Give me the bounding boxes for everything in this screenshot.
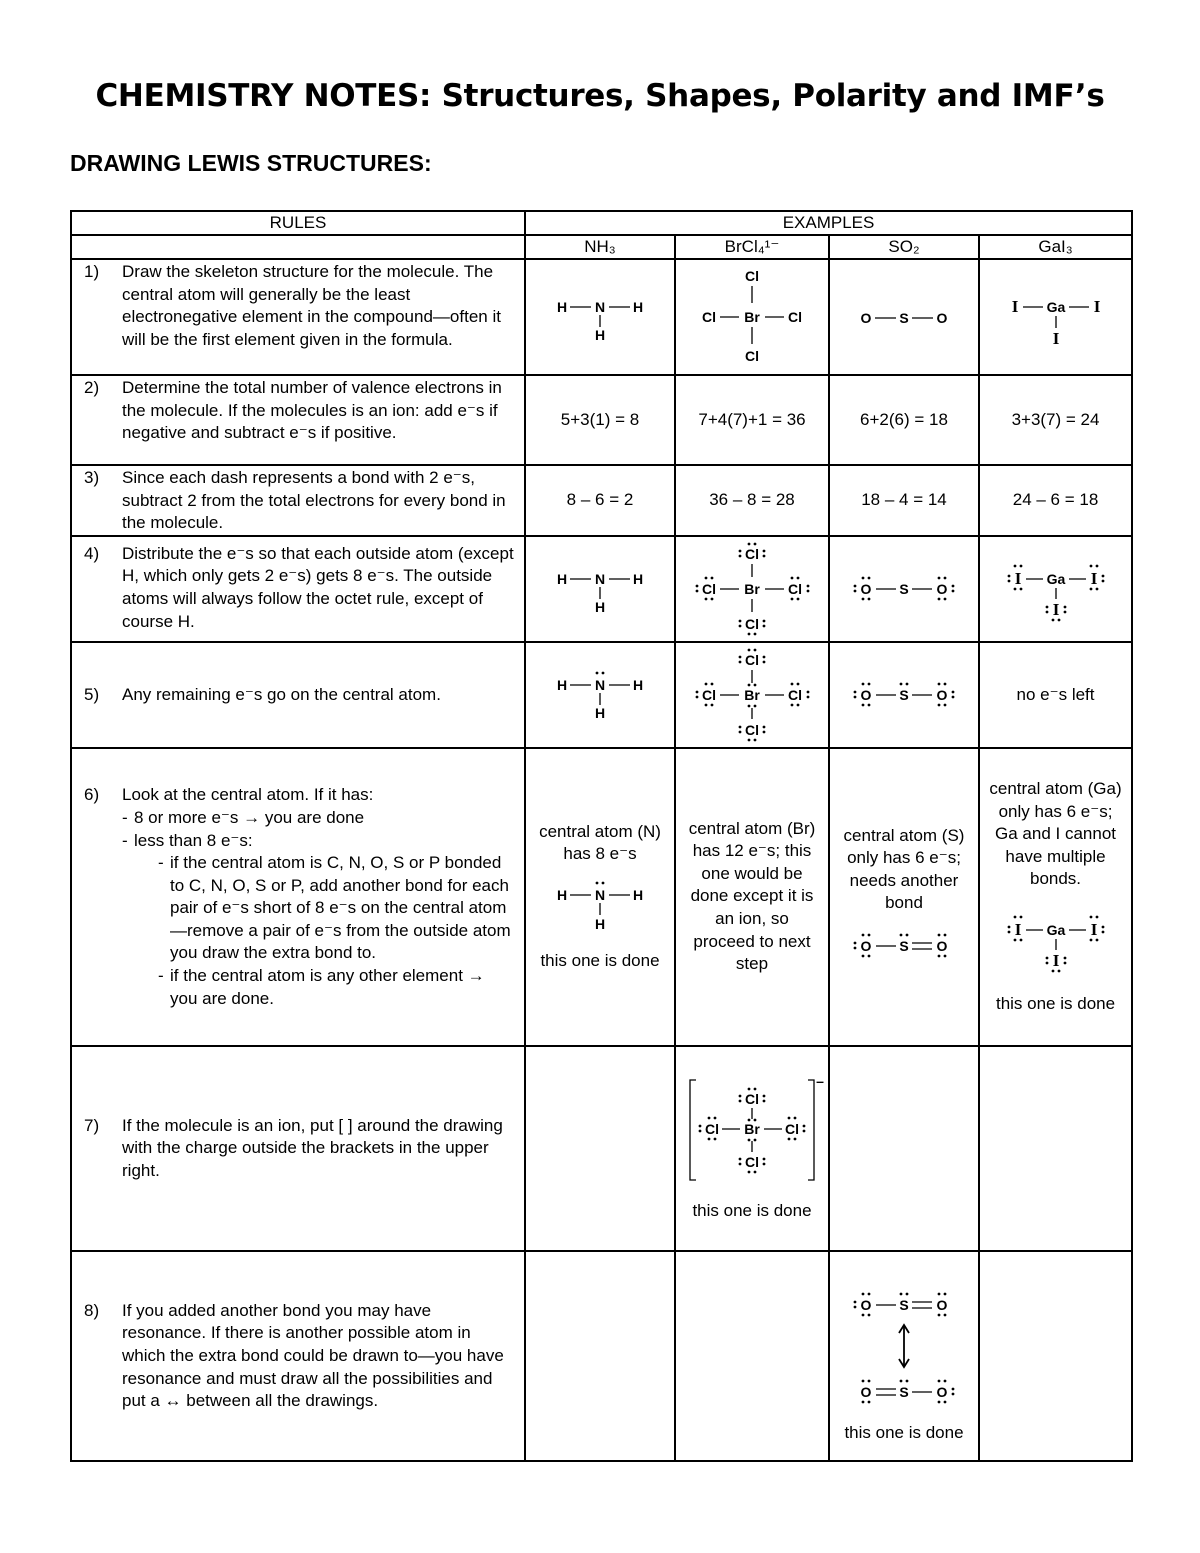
- nh3-octets: [525, 536, 675, 642]
- central-atom-checklist: [122, 807, 516, 1010]
- so2-resonance-structures: [849, 1266, 959, 1414]
- so2-note: central atom (S) only has 6 e⁻s; needs another bond: [843, 825, 965, 913]
- rule-text: Draw the skeleton structure for the molecule. The central atom will generally be the least electronegative element in the compound—often it will be the first element given in the formula.: [122, 262, 501, 349]
- list-item: - if the central atom is any other element → you are done.: [158, 965, 516, 1010]
- nh3-lone-pair-structure: [550, 660, 650, 730]
- atom-label: O: [936, 686, 948, 703]
- gai3-skeleton-structure: [1001, 282, 1111, 352]
- rule-text: Determine the total number of valence electrons in the molecule. If the molecules is an ion: add e⁻s if negative and subtract e⁻s if positive.: [122, 378, 502, 443]
- right-oxygen: [937, 576, 955, 600]
- brcl4-lone-pair-structure: [687, 645, 817, 745]
- nh3-done-note: this one is done: [540, 951, 660, 971]
- bottom-iodine: [1045, 600, 1066, 621]
- molecule-header-brcl4: BrCl₄¹⁻: [675, 235, 829, 259]
- nh3-octet-structure: [550, 554, 650, 624]
- atom-label: N: [594, 570, 606, 587]
- atom-label: H: [556, 676, 568, 693]
- rule-number: 7): [84, 1115, 100, 1135]
- atom-label: H: [594, 598, 606, 615]
- so2-octet-structure: [849, 564, 959, 614]
- atom-label: H: [632, 887, 644, 904]
- atom-label: Cl: [745, 1153, 759, 1170]
- nh3-skeleton-structure: [550, 282, 650, 352]
- atom-label: Cl: [745, 651, 759, 668]
- right-oxygen: [937, 682, 955, 706]
- resonance-arrow-icon: [899, 1325, 909, 1367]
- atom-label: H: [632, 570, 644, 587]
- atom-label: S: [899, 580, 909, 597]
- atom-label: Ga: [1046, 570, 1065, 587]
- nh3-empty-cell: [525, 1251, 675, 1461]
- gai3-empty-cell: [979, 1251, 1132, 1461]
- nh3-lone-pair: [525, 642, 675, 748]
- atom-label: H: [632, 676, 644, 693]
- resonance-structure-2: [861, 1380, 955, 1404]
- left-oxygen: [854, 682, 872, 706]
- gai3-no-electrons-left: no e⁻s left: [979, 642, 1132, 748]
- rule-text: Since each dash represents a bond with 2 e⁻s, subtract 2 from the total electrons for every bond in the molecule.: [122, 468, 506, 533]
- nh3-skeleton: [525, 259, 675, 375]
- atom-label: Br: [744, 309, 760, 325]
- table-row: [71, 1046, 1132, 1251]
- atom-label: I: [1090, 919, 1097, 939]
- atom-label: Br: [744, 686, 760, 703]
- resonance-structure-1: [854, 1293, 948, 1317]
- rule-number: 3): [84, 468, 100, 487]
- gai3-octet-structure: [1001, 554, 1111, 624]
- brcl4-done-note: this one is done: [692, 1200, 812, 1220]
- right-chlorine: [785, 1117, 805, 1141]
- section-heading: DRAWING LEWIS STRUCTURES:: [70, 150, 432, 176]
- nh3-empty-cell: [525, 1046, 675, 1251]
- atom-label: Cl: [745, 1090, 759, 1107]
- atom-label: H: [594, 916, 606, 933]
- table-row: [71, 642, 1132, 748]
- atom-label: Cl: [745, 348, 759, 364]
- brcl4-note: central atom (Br) has 12 e⁻s; this one would be done except it is an ion, so proceed to next step: [688, 818, 816, 974]
- rule-3: [71, 465, 525, 536]
- lewis-rules-table: [70, 210, 1133, 1462]
- so2-skeleton: [829, 259, 979, 375]
- atom-label: I: [1052, 599, 1059, 619]
- table-row: [71, 259, 1132, 375]
- gai3-done-note: this one is done: [995, 993, 1116, 1013]
- brcl4-remaining-electrons: 36 – 8 = 28: [675, 465, 829, 536]
- brcl4-check: [675, 748, 829, 1046]
- rule-number: 4): [84, 543, 100, 563]
- rule-text: If the molecule is an ion, put [ ] around the drawing with the charge outside the brackets in the upper right.: [122, 1115, 503, 1181]
- list-item: - if the central atom is C, N, O, S or P bonded to C, N, O, S or P, add another bond for each pair of e⁻s short of 8 e⁻s on the central atom—remove a pair of e⁻s from the outside atom you draw the extra bond to.: [158, 852, 516, 965]
- atom-label: O: [936, 580, 948, 597]
- atom-label: H: [556, 887, 568, 904]
- brcl4-octet-structure: [687, 539, 817, 639]
- brcl4-skeleton-structure: [687, 263, 817, 371]
- right-oxygen: [937, 934, 948, 958]
- atom-label: O: [860, 310, 872, 326]
- right-chlorine: [788, 576, 809, 600]
- atom-label: Ga: [1046, 921, 1065, 938]
- atom-label: S: [899, 937, 909, 954]
- brcl4-octets: [675, 536, 829, 642]
- atom-label: H: [594, 327, 606, 343]
- left-iodine: [1007, 916, 1022, 942]
- top-chlorine: [739, 648, 766, 667]
- atom-label: O: [860, 580, 872, 597]
- nh3-check: [525, 748, 675, 1046]
- left-oxygen: [854, 576, 872, 600]
- molecule-header-nh3: NH₃: [525, 235, 675, 259]
- atom-label: O: [860, 937, 872, 954]
- rule-2: [71, 375, 525, 465]
- rule-number: 1): [84, 262, 100, 281]
- atom-label: Ga: [1046, 299, 1065, 315]
- atom-label: Cl: [788, 686, 802, 703]
- atom-label: H: [632, 299, 644, 315]
- brcl4-empty-cell: [675, 1251, 829, 1461]
- molecule-header-so2: SO₂: [829, 235, 979, 259]
- rule-number: 6): [84, 785, 100, 805]
- nh3-note: central atom (N) has 8 e⁻s: [539, 821, 661, 864]
- atom-label: H: [594, 704, 606, 721]
- atom-label: I: [1011, 297, 1018, 316]
- atom-label: Cl: [705, 1120, 719, 1137]
- left-oxygen: [854, 934, 872, 958]
- gai3-valence-count: 3+3(7) = 24: [979, 375, 1132, 465]
- atom-label: O: [936, 1384, 948, 1401]
- gai3-note: central atom (Ga) only has 6 e⁻s; Ga and I cannot have multiple bonds.: [989, 779, 1122, 889]
- nh3-remaining-electrons: 8 – 6 = 2: [525, 465, 675, 536]
- rule-5: [71, 642, 525, 748]
- so2-double-bond-structure: [849, 923, 959, 969]
- rule-number: 5): [84, 684, 100, 704]
- atom-label: Br: [744, 1120, 760, 1137]
- brcl4-valence-count: 7+4(7)+1 = 36: [675, 375, 829, 465]
- rule-text: Any remaining e⁻s go on the central atom.: [122, 684, 441, 704]
- atom-label: I: [1052, 329, 1059, 348]
- table-row: [71, 375, 1132, 465]
- bottom-chlorine: [739, 722, 766, 741]
- atom-label: I: [1014, 919, 1021, 939]
- atom-label: S: [899, 310, 909, 326]
- atom-label: N: [594, 676, 606, 693]
- gai3-skeleton: [979, 259, 1132, 375]
- table-row: [71, 1251, 1132, 1461]
- ion-charge: –: [816, 1072, 824, 1089]
- atom-label: H: [556, 299, 568, 315]
- atom-label: O: [936, 1297, 948, 1314]
- atom-label: Cl: [788, 580, 802, 597]
- so2-remaining-electrons: 18 – 4 = 14: [829, 465, 979, 536]
- brcl4-bracketed-structure: [682, 1074, 822, 1186]
- atom-label: O: [936, 937, 948, 954]
- rule-6: [71, 748, 525, 1046]
- page-title: CHEMISTRY NOTES: Structures, Shapes, Polarity and IMF’s: [95, 78, 1105, 114]
- nh3-valence-count: 5+3(1) = 8: [525, 375, 675, 465]
- atom-label: N: [594, 887, 606, 904]
- atom-label: Cl: [702, 580, 716, 597]
- so2-octets: [829, 536, 979, 642]
- right-bracket: [808, 1080, 814, 1180]
- so2-resonance: [829, 1251, 979, 1461]
- atom-label: I: [1090, 568, 1097, 588]
- atom-label: Cl: [745, 721, 759, 738]
- rule-8: [71, 1251, 525, 1461]
- atom-label: Br: [744, 580, 760, 597]
- gai3-empty-cell: [979, 1046, 1132, 1251]
- rule-1: [71, 259, 525, 375]
- rule-text: If you added another bond you may have resonance. If there is another possible atom in which the extra bond could be drawn to—you have resonance and must draw all the possibilities and put a ↔ between all the drawings.: [122, 1300, 504, 1411]
- bottom-chlorine: [739, 616, 766, 635]
- so2-check: [829, 748, 979, 1046]
- gai3-octets: [979, 536, 1132, 642]
- so2-lone-pairs: [829, 642, 979, 748]
- left-iodine: [1007, 564, 1022, 590]
- rule-number: 2): [84, 378, 100, 397]
- right-chlorine: [788, 682, 809, 706]
- rule-text: Distribute the e⁻s so that each outside atom (except H, which only gets 2 e⁻s) gets 8 e⁻s. The outside atoms will always follow the octet rule, except of course H.: [122, 543, 514, 631]
- list-item: - 8 or more e⁻s → you are done: [122, 807, 516, 830]
- table-row: [71, 465, 1132, 536]
- so2-skeleton-structure: [854, 297, 954, 337]
- rule-number: 8): [84, 1300, 100, 1320]
- list-item: - less than 8 e⁻s: - if the central atom is C, N, O, S or P bonded to C, N, O, S or P, add another bond for each pair of e⁻s short of 8 e⁻s on the central atom—remove a pair of e⁻s from the outside atom you draw the extra bond to. - if the central atom is any other element → you are done.: [122, 830, 516, 1011]
- so2-valence-count: 6+2(6) = 18: [829, 375, 979, 465]
- atom-label: S: [899, 686, 909, 703]
- rule-text: Look at the central atom. If it has:: [122, 785, 374, 805]
- left-chlorine: [696, 576, 716, 600]
- atom-label: Cl: [702, 309, 716, 325]
- top-chlorine: [739, 542, 766, 561]
- top-chlorine: [739, 1088, 766, 1107]
- rules-header: RULES: [71, 211, 525, 235]
- atom-label: Cl: [788, 309, 802, 325]
- atom-label: I: [1014, 568, 1021, 588]
- gai3-remaining-electrons: 24 – 6 = 18: [979, 465, 1132, 536]
- atom-label: I: [1052, 950, 1059, 970]
- atom-label: Cl: [745, 545, 759, 562]
- atom-label: O: [860, 686, 872, 703]
- atom-label: N: [594, 299, 606, 315]
- left-bracket: [690, 1080, 696, 1180]
- bottom-chlorine: [739, 1154, 766, 1173]
- atom-label: O: [936, 310, 948, 326]
- left-chlorine: [699, 1117, 719, 1141]
- examples-header: EXAMPLES: [525, 211, 1132, 235]
- brcl4-skeleton: [675, 259, 829, 375]
- nh3-final-structure: [550, 872, 650, 938]
- molecule-header-gai3: GaI₃: [979, 235, 1132, 259]
- brcl4-bracketed: [675, 1046, 829, 1251]
- blank-header-cell: [71, 235, 525, 259]
- so2-done-note: this one is done: [844, 1423, 964, 1443]
- right-iodine: [1089, 564, 1104, 590]
- atom-label: Cl: [745, 615, 759, 632]
- atom-label: S: [899, 1384, 909, 1401]
- rule-7: [71, 1046, 525, 1251]
- table-row: [71, 536, 1132, 642]
- bottom-iodine: [1045, 951, 1066, 972]
- atom-label: O: [860, 1384, 872, 1401]
- so2-empty-cell: [829, 1046, 979, 1251]
- table-row: [71, 748, 1132, 1046]
- atom-label: Cl: [785, 1120, 799, 1137]
- atom-label: Cl: [702, 686, 716, 703]
- so2-lone-pair-structure: [849, 670, 959, 720]
- atom-label: H: [556, 570, 568, 587]
- brcl4-lone-pairs: [675, 642, 829, 748]
- gai3-final-structure: [1001, 905, 1111, 975]
- left-chlorine: [696, 682, 716, 706]
- gai3-check: [979, 748, 1132, 1046]
- right-iodine: [1089, 916, 1104, 942]
- atom-label: S: [899, 1297, 909, 1314]
- atom-label: O: [860, 1297, 872, 1314]
- atom-label: I: [1093, 297, 1100, 316]
- rule-4: [71, 536, 525, 642]
- atom-label: Cl: [745, 268, 759, 284]
